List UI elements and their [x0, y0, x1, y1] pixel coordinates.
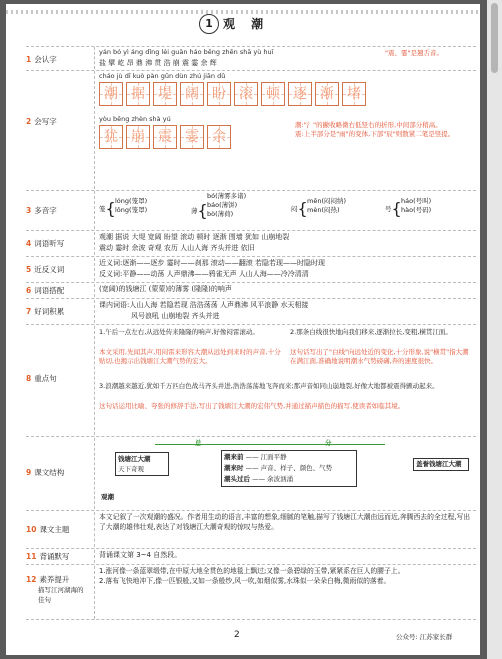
- writing-grid-char: 犹: [104, 129, 118, 145]
- writing-grid-char: 据: [131, 86, 145, 102]
- poly-men: 闷{: [291, 199, 308, 218]
- writing-grid-cell: [342, 82, 366, 106]
- lesson-title-text: 观 潮: [223, 17, 270, 31]
- document-page: [6, 4, 480, 655]
- row-structure: 9 课文结构 总 分 钱塘江大潮 天下奇观 观潮 潮来前 —— 江面平静 潮来时 —— 声音、样子、颜色、气势 潮头过后 —— 余波汹涌 盖誉钱塘江大潮: [26, 436, 476, 509]
- poly-hao: 号{: [385, 199, 402, 218]
- writing-grid-cell: [207, 82, 231, 106]
- writing-grid-cell: [126, 125, 150, 149]
- writing-grid-char: 盼: [212, 86, 226, 102]
- writing-grid-cell: [153, 125, 177, 149]
- structure-zong: 总: [195, 439, 202, 447]
- row-collocation: 6 词语搭配 (宽阔)的钱塘江 (蒙蒙)的薄雾 (隆隆)的响声: [26, 282, 476, 297]
- writing-grid-char: 顿: [266, 86, 280, 102]
- writing-grid-char: 滚: [239, 86, 253, 102]
- r1-note: "震、霎"是翘舌音。: [385, 49, 443, 57]
- writing-grid-char: 渐: [320, 86, 334, 102]
- r1-pinyin: yán bó yì áng dǐng léi guān háo bēng zhēn shā yù huī: [99, 48, 274, 56]
- r2-chars1: [99, 82, 476, 108]
- writing-grid-cell: [99, 82, 123, 106]
- writing-grid-char: 堵: [347, 86, 361, 102]
- row-write-chars: 2 会写字 cháo jù dī kuò pàn gǔn dùn zhú jiān dǔ 潮 据 堤 阔 盼 滚 顿 逐 渐 堵 yòu bēng zhèn shà yú 犹 崩 震 霎 余 潮:"氵"的撇收略微右低竖右的折形,中间部分稍高。 震:上半部分是"雨"的变体,下部"辰"则散紧二笔是竖提。: [26, 70, 476, 189]
- writing-grid-char: 潮: [104, 86, 118, 102]
- row-literacy: 12 素养提升 描写江河湖海的佳句 1.涨河像一条蓝翠缎带,在中原大地全贯色的地毯上飘过;又像一条碧绿的玉带,紧紧系在巨人的腰子上。 2.落布飞快地冲下,像一匹银般,又如一条般纱,风一吹,如烟似雾,水珠似一朵朵白梅,微雨似的落着。: [26, 564, 476, 620]
- writing-grid-cell: [315, 82, 339, 106]
- structure-fen: 分: [325, 439, 332, 447]
- r2-note: 潮:"氵"的撇收略微右低竖右的折形,中间部分稍高。 震:上半部分是"雨"的变体,下部"辰"则散紧二笔是竖提。: [295, 121, 455, 138]
- row-recite: 11 背诵默写 背诵课文第 3~4 自然段。: [26, 548, 476, 563]
- writing-grid-char: 震: [158, 129, 172, 145]
- writing-grid-cell: [261, 82, 285, 106]
- structure-caption: 观潮: [101, 493, 114, 501]
- writing-grid-cell: [207, 125, 231, 149]
- structure-right: 盖誉钱塘江大潮: [413, 458, 469, 471]
- row-key-sentences: 8 重点句 1.午后一点左右,从远处传来隆隆的响声,好像闷雷滚动。 本文采用,先闻其声,用闷雷来形容大潮从远处到来时的声音,十分贴切,也揭示出钱塘江大潮气势的宏大。 2.那条白线很快地向我们移来,逐渐拉长,变粗,横贯江面。 这句话写出了"白线"向远处近的变化,十分形象,说"横贯"指大潮在满江面,准确地说明潮水气势磅礴,奔的速度很快。 3.浪潮越来越近,犹如千万匹白色战马齐头并进,浩浩荡荡地飞奔而来;那声音如同山崩地裂,好像大地都被震得颤动起来。 这句话运用比喻、夸张的修辞手法,写出了钱塘江大潮的宏伟气势,并通过描声描色的描写,使读者如临其境。: [26, 324, 476, 435]
- writing-grid-cell: [126, 82, 150, 106]
- vertical-scrollbar[interactable]: [487, 0, 502, 659]
- writing-grid-cell: [180, 125, 204, 149]
- writing-grid-char: 堤: [158, 86, 172, 102]
- row-good-words: 7 好词积累 课内词语:人山人海 若隐若现 浩浩荡荡 人声鼎沸 风平浪静 水天相接 风号浪吼 山崩地裂 齐头并进: [26, 298, 476, 323]
- r1-chars: 盐 擘 屹 昂 鼎 沸 贯 浩 崩 震 霎 余 辉: [99, 59, 217, 67]
- row-synonyms: 5 近反义词 近义词:逐渐——逐步 霎时——刹那 滚动——翻滚 若隐若现——时隐时现 反义词:平静——动荡 人声鼎沸——鸦雀无声 人山人海——冷冷清清: [26, 256, 476, 281]
- row-theme: 10 课文主题 本文记叙了一次观潮的盛况。作者用生动的语言,丰富的想象,细腻的笔触,描写了钱塘江大潮由远而近,奔腾西去的全过程,写出了大潮的雄伟壮观,表达了对钱塘江大潮奇观的惊叹与热爱。: [26, 510, 476, 547]
- row-polyphones: 3 多音字 笼{ lóng(笼罩) lǒng(笼罩) 薄{ bó(薄雾多诸) báo(薄饼) bò(薄荷) 闷{ mēn(闷闷纳) mèn(闷热) 号{ háo(号叫) hào(号码): [26, 190, 476, 229]
- page-number: 2: [234, 630, 240, 640]
- r2-pinyin1: cháo jù dī kuò pàn gǔn dùn zhú jiān dǔ: [99, 72, 226, 80]
- lesson-number: 1: [199, 14, 219, 34]
- writing-grid-cell: [288, 82, 312, 106]
- writing-grid-char: 阔: [185, 86, 199, 102]
- footer-brand: 公众号: 江苏家长群: [396, 633, 453, 641]
- writing-grid-cell: [234, 82, 258, 106]
- writing-grid-cell: [99, 125, 123, 149]
- writing-grid-char: 逐: [293, 86, 307, 102]
- r2-pinyin2: yòu bēng zhèn shà yú: [99, 115, 171, 123]
- writing-grid-cell: [153, 82, 177, 106]
- writing-grid-cell: [180, 82, 204, 106]
- scrollbar-thumb[interactable]: [491, 3, 498, 73]
- writing-grid-char: 余: [212, 129, 226, 145]
- structure-stages: 潮来前 —— 江面平静 潮来时 —— 声音、样子、颜色、气势 潮头过后 —— 余波汹涌: [221, 450, 357, 487]
- poly-long: 笼{: [99, 199, 116, 218]
- row-dictation: 4 词语听写 观潮 据说 大堤 宽阔 盼望 滚动 顿时 逐渐 围墙 犹如 山崩地裂 震动 霎时 余波 奇观 农历 人山人海 齐头并进 依旧: [26, 230, 476, 255]
- writing-grid-char: 霎: [185, 129, 199, 145]
- row-recognize-chars: 1 会认字 yán bó yì áng dǐng léi guān háo bēng zhēn shā yù huī 盐 擘 屹 昂 鼎 沸 贯 浩 崩 震 霎 余 辉 "震、霎"是翘舌音。: [26, 46, 476, 69]
- lesson-title: [199, 14, 285, 34]
- writing-grid-char: 崩: [131, 129, 145, 145]
- poly-bao: 薄{: [191, 201, 208, 220]
